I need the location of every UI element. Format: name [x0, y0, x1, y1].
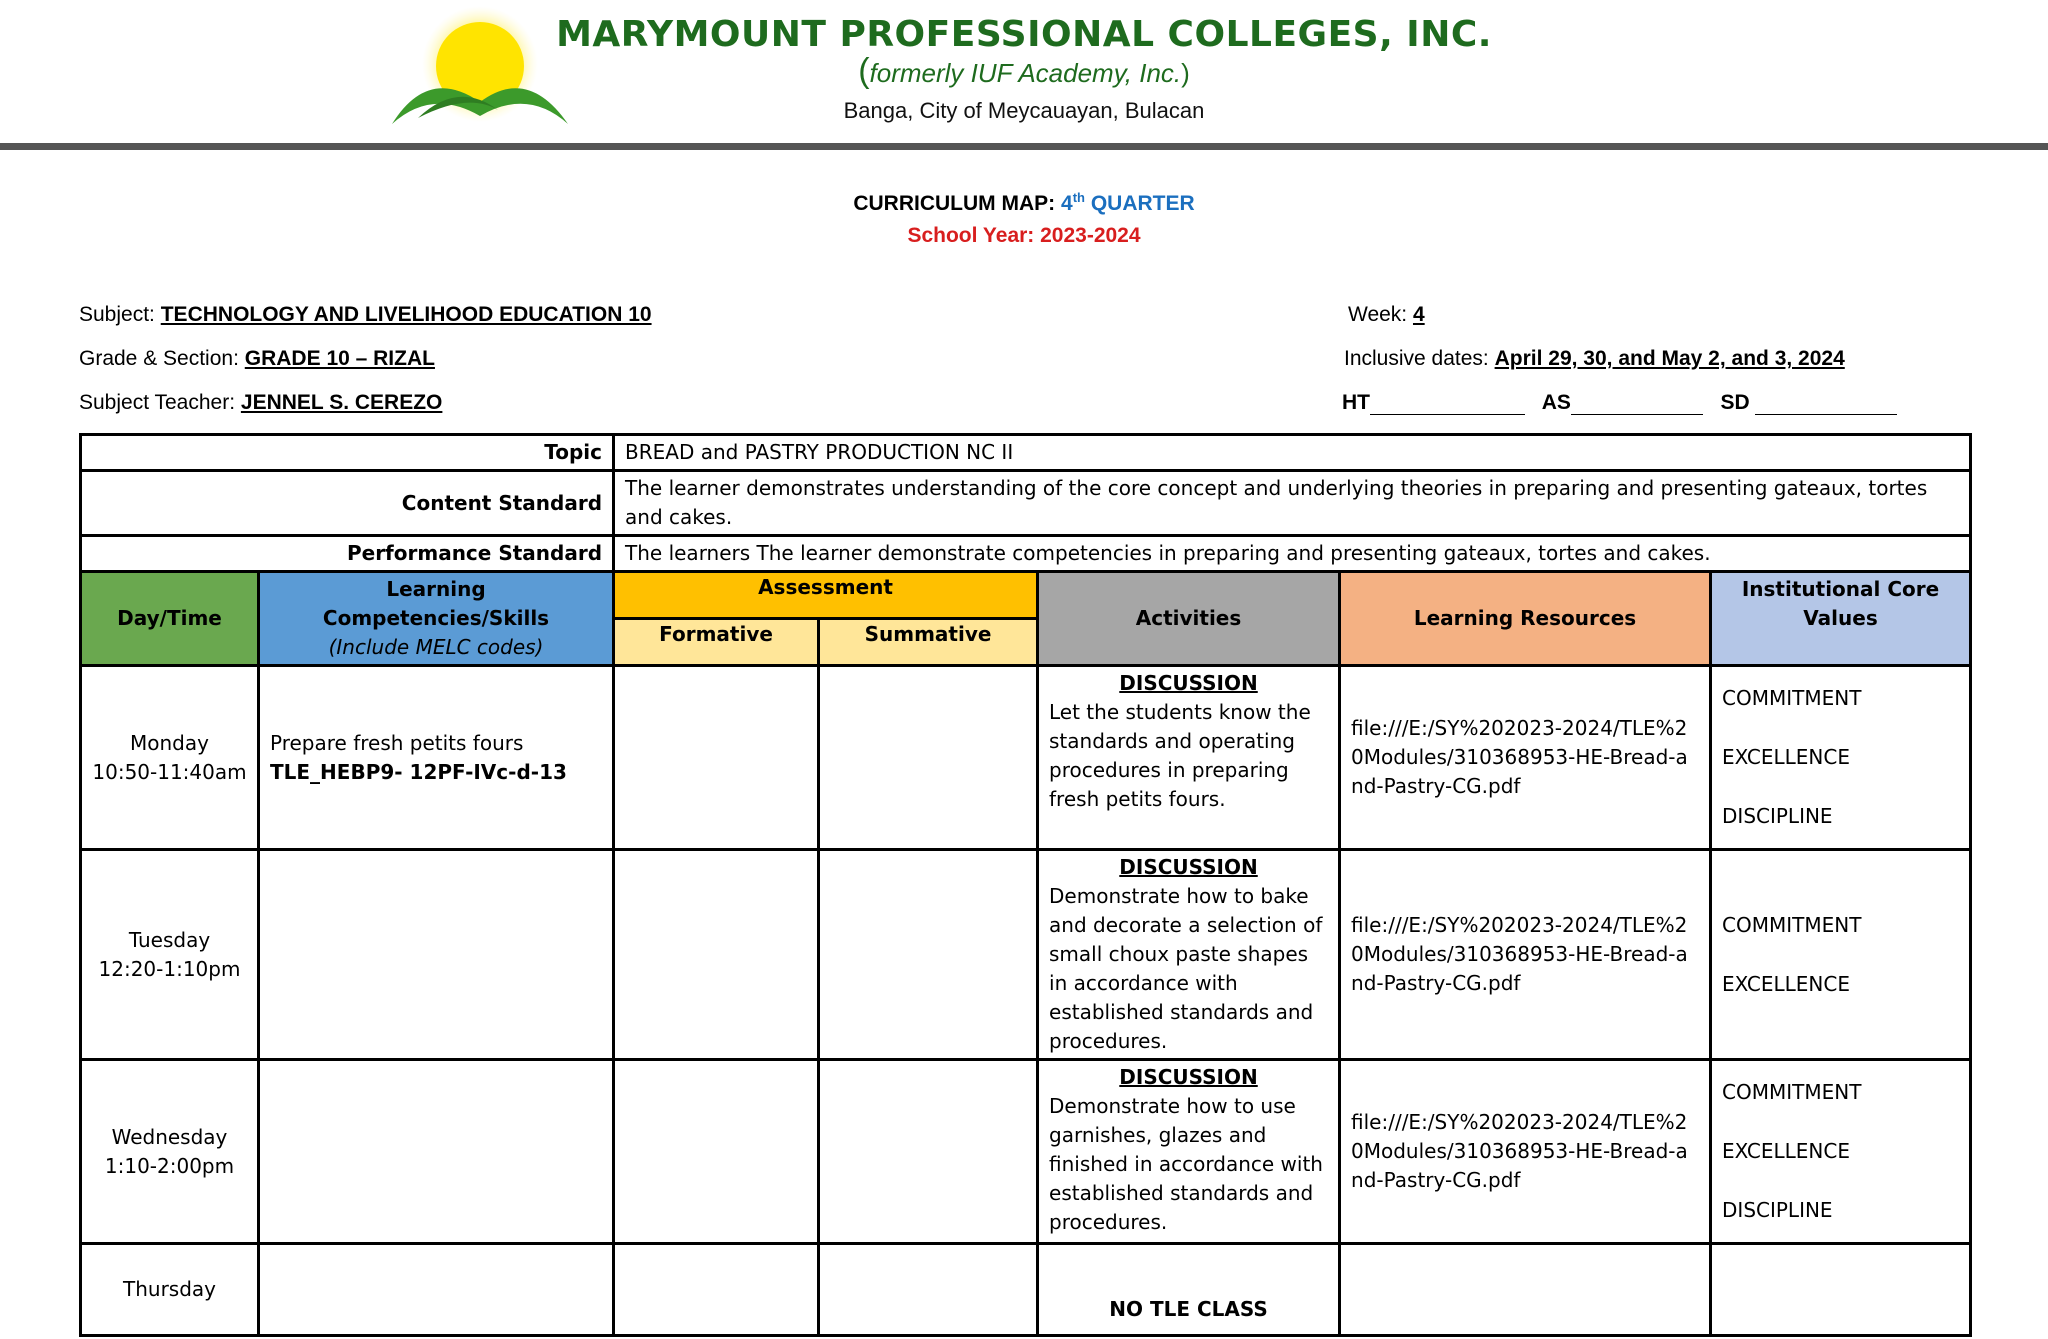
values-cell	[1711, 1244, 1971, 1336]
formative-cell	[614, 666, 819, 850]
activity-cell: DISCUSSION Demonstrate how to bake and decorate a selection of small choux paste shapes in accordance with established standards and procedures.	[1038, 850, 1340, 1060]
col-resources: Learning Resources	[1340, 572, 1711, 666]
summative-cell	[819, 1060, 1038, 1244]
day-cell: Wednesday 1:10-2:00pm	[81, 1060, 259, 1244]
table-row	[81, 666, 1971, 850]
school-name: MARYMOUNT PROFESSIONAL COLLEGES, INC.	[556, 14, 1492, 55]
subject-line: Subject: TECHNOLOGY AND LIVELIHOOD EDUCATION 10	[79, 303, 652, 326]
table-row	[81, 850, 1971, 1060]
content-standard-row	[81, 471, 1971, 536]
table-row	[81, 1244, 1971, 1336]
col-summative: Summative	[819, 619, 1038, 666]
formative-cell	[614, 850, 819, 1060]
topic-label: Topic	[81, 435, 614, 471]
performance-standard-value: The learners The learner demonstrate competencies in preparing and presenting gateaux, tortes and cakes.	[614, 536, 1971, 572]
competency-cell	[259, 850, 614, 1060]
performance-standard-label: Performance Standard	[81, 536, 614, 572]
teacher-value: JENNEL S. CEREZO	[240, 391, 443, 414]
column-header-row	[81, 572, 1971, 619]
week-line: Week: 4	[1348, 303, 1425, 326]
values-cell: COMMITMENT EXCELLENCE DISCIPLINE	[1711, 1060, 1971, 1244]
topic-row	[81, 435, 1971, 471]
dates-line: Inclusive dates: April 29, 30, and May 2, and 3, 2024	[1344, 347, 1845, 370]
col-formative: Formative	[614, 619, 819, 666]
summative-cell	[819, 1244, 1038, 1336]
signature-lines: HT AS SD	[1342, 391, 1897, 415]
dates-value: April 29, 30, and May 2, and 3, 2024	[1494, 347, 1845, 370]
day-cell: Tuesday 12:20-1:10pm	[81, 850, 259, 1060]
competency-cell	[259, 1060, 614, 1244]
day-cell: Monday 10:50-11:40am	[81, 666, 259, 850]
resource-cell: file:///E:/SY%202023-2024/TLE%20Modules/310368953-HE-Bread-and-Pastry-CG.pdf	[1340, 1060, 1711, 1244]
no-class-note: NO TLE CLASS	[1038, 1244, 1340, 1336]
performance-standard-row	[81, 536, 1971, 572]
col-day-time: Day/Time	[81, 572, 259, 666]
values-cell: COMMITMENT EXCELLENCE	[1711, 850, 1971, 1060]
resource-cell: file:///E:/SY%202023-2024/TLE%20Modules/310368953-HE-Bread-and-Pastry-CG.pdf	[1340, 850, 1711, 1060]
values-cell: COMMITMENT EXCELLENCE DISCIPLINE	[1711, 666, 1971, 850]
topic-value: BREAD and PASTRY PRODUCTION NC II	[614, 435, 1971, 471]
week-value: 4	[1412, 303, 1425, 326]
col-core-values: Institutional Core Values	[1711, 572, 1971, 666]
subject-value: TECHNOLOGY AND LIVELIHOOD EDUCATION 10	[160, 303, 652, 326]
competency-cell	[259, 1244, 614, 1336]
activity-cell: DISCUSSION Let the students know the standards and operating procedures in preparing fresh petits fours.	[1038, 666, 1340, 850]
activity-cell: DISCUSSION Demonstrate how to use garnishes, glazes and finished in accordance with established standards and procedures.	[1038, 1060, 1340, 1244]
header-divider	[0, 143, 2048, 150]
teacher-line: Subject Teacher: JENNEL S. CEREZO	[79, 391, 443, 414]
summative-cell	[819, 666, 1038, 850]
grade-line: Grade & Section: GRADE 10 – RIZAL	[79, 347, 435, 370]
formative-cell	[614, 1244, 819, 1336]
document-title: CURRICULUM MAP: 4th QUARTER	[853, 190, 1195, 215]
competency-cell: Prepare fresh petits fours TLE_HEBP9- 12PF-IVc-d-13	[259, 666, 614, 850]
grade-value: GRADE 10 – RIZAL	[244, 347, 435, 370]
resource-cell: file:///E:/SY%202023-2024/TLE%20Modules/310368953-HE-Bread-and-Pastry-CG.pdf	[1340, 666, 1711, 850]
school-address: Banga, City of Meycauayan, Bulacan	[843, 98, 1205, 123]
table-row	[81, 1060, 1971, 1244]
col-competencies: Learning Competencies/Skills (Include MELC codes)	[259, 572, 614, 666]
day-cell: Thursday	[81, 1244, 259, 1336]
school-year: School Year: 2023-2024	[907, 224, 1141, 247]
content-standard-value: The learner demonstrates understanding of the core concept and underlying theories in preparing and presenting gateaux, tortes and cakes.	[614, 471, 1971, 536]
curriculum-map-table	[79, 433, 1972, 1337]
col-activities: Activities	[1038, 572, 1340, 666]
formative-cell	[614, 1060, 819, 1244]
content-standard-label: Content Standard	[81, 471, 614, 536]
summative-cell	[819, 850, 1038, 1060]
resource-cell	[1340, 1244, 1711, 1336]
formerly-name: (formerly IUF Academy, Inc.)	[858, 52, 1190, 90]
col-assessment: Assessment	[614, 572, 1038, 619]
